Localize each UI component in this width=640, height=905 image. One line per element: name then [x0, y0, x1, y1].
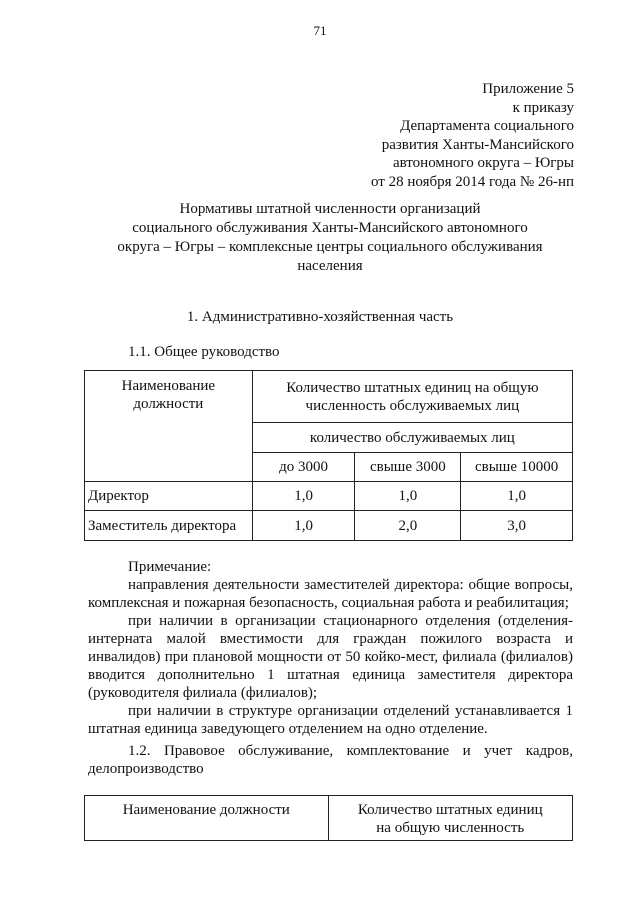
note-paragraph: при наличии в организации стационарного отделения (отделения-интерната малой вместимости для граждан пожилого возраста и инвалидов) при плановой мощности от 50 койко-мест, филиала (филиалов) вводится дополнительно 1 штатная единица заместителя директора (руководителя филиала (филиалов); — [88, 613, 573, 701]
row-value: 1,0 — [252, 482, 355, 511]
section-heading: 1. Административно-хозяйственная часть — [186, 309, 454, 325]
subsection-heading: 1.1. Общее руководство — [128, 344, 280, 360]
row-position-name: Директор — [85, 482, 253, 511]
row-value: 1,0 — [461, 482, 573, 511]
staffing-table-general-management — [84, 370, 573, 541]
subsection-2-block — [88, 742, 573, 778]
document-title — [90, 200, 570, 276]
staffing-table-legal-hr — [84, 795, 573, 841]
header-band: свыше 10000 — [461, 453, 573, 482]
appendix-line: от 28 ноября 2014 года № 26-нп — [370, 173, 574, 190]
row-value: 3,0 — [461, 511, 573, 541]
appendix-line: Приложение 5 — [482, 81, 574, 97]
header-band: до 3000 — [252, 453, 355, 482]
appendix-block — [371, 80, 574, 191]
row-position-name: Заместитель директора — [85, 511, 253, 541]
appendix-line: к приказу — [512, 99, 574, 116]
title-line: населения — [297, 258, 363, 274]
note-heading: Примечание: — [128, 559, 212, 575]
header-band: свыше 3000 — [355, 453, 461, 482]
note-block — [88, 558, 573, 738]
table-row — [85, 482, 573, 511]
title-line: Нормативы штатной численности организаций — [179, 201, 481, 217]
page-number: 71 — [313, 23, 327, 38]
header-position: Наименование должности — [85, 796, 329, 841]
header-staff-count-line: на общую численность — [376, 820, 525, 836]
row-value: 1,0 — [252, 511, 355, 541]
header-staff-count: Количество штатных единиц на общую численность обслуживаемых лиц — [252, 371, 572, 423]
header-served-count: количество обслуживаемых лиц — [252, 423, 572, 453]
header-position: Наименование должности — [85, 371, 253, 482]
appendix-line: Департамента социального — [400, 118, 574, 134]
note-paragraph: направления деятельности заместителей директора: общие вопросы, комплексная и пожарная безопасность, социальная работа и реабилитация; — [88, 577, 573, 611]
appendix-line: развития Ханты-Мансийского — [381, 136, 574, 153]
header-staff-count — [328, 796, 572, 841]
subsection-heading: 1.2. Правовое обслуживание, комплектование и учет кадров, делопроизводство — [88, 743, 573, 777]
title-line: округа – Югры – комплексные центры социального обслуживания — [117, 239, 543, 255]
header-staff-count-line: Количество штатных единиц — [357, 802, 543, 818]
note-paragraph: при наличии в структуре организации отделений устанавливается 1 штатная единица заведующего отделением на одно отделение. — [88, 703, 573, 737]
appendix-line: автономного округа – Югры — [392, 155, 574, 171]
table-row — [85, 511, 573, 541]
title-line: социального обслуживания Ханты-Мансийского автономного — [132, 220, 528, 236]
row-value: 1,0 — [355, 482, 461, 511]
row-value: 2,0 — [355, 511, 461, 541]
